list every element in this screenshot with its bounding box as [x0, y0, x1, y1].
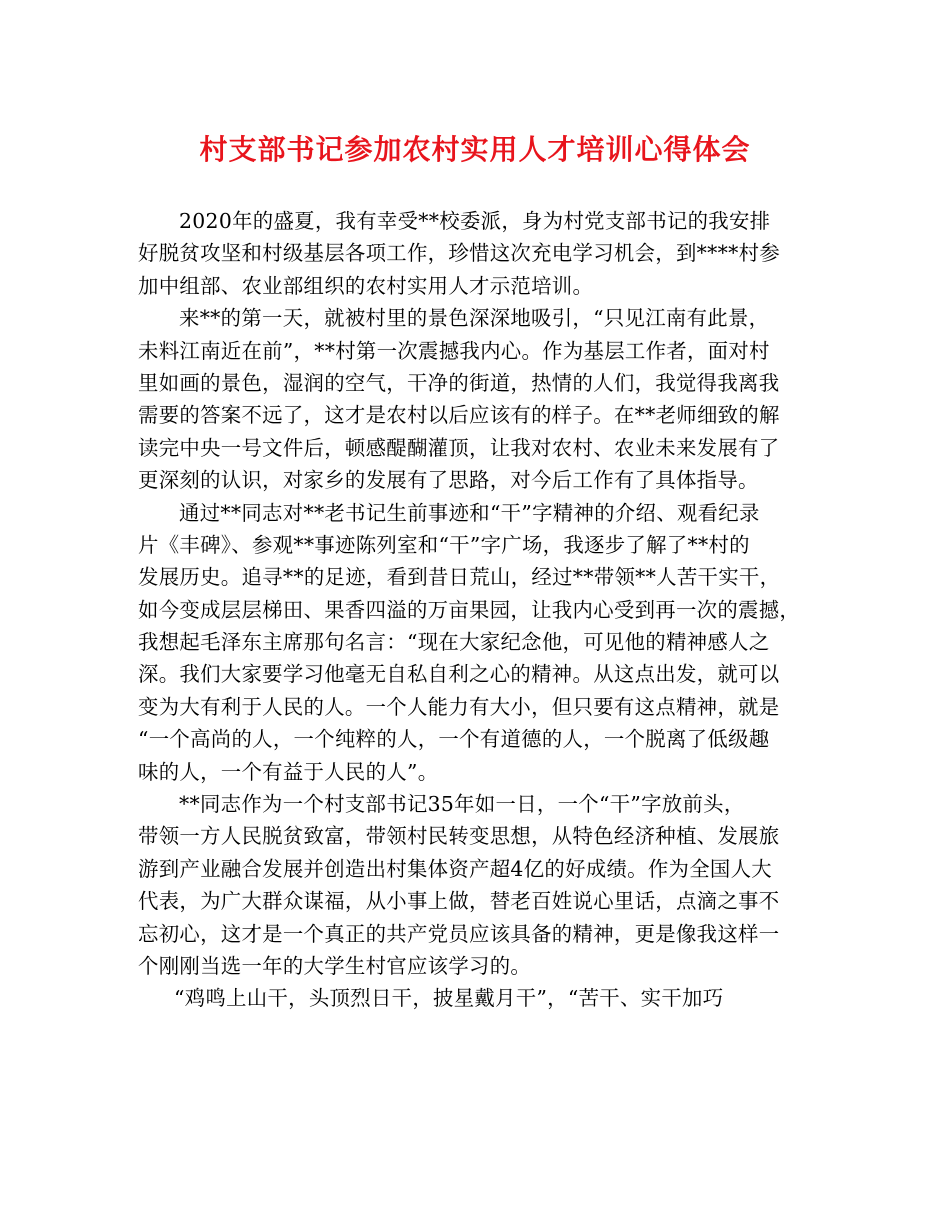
document-title: 村支部书记参加农村实用人才培训心得体会 [199, 133, 751, 166]
paragraph-line: 片《丰碑》、参观**事迹陈列室和“干”字广场，我逐步了解了**村的 [138, 532, 750, 557]
paragraph-line: “一个高尚的人，一个纯粹的人，一个有道德的人，一个脱离了低级趣 [138, 727, 770, 752]
paragraph-line: 变为大有利于人民的人。一个人能力有大小，但只要有这点精神，就是 [138, 694, 780, 719]
paragraph-line: 味的人，一个有益于人民的人”。 [138, 759, 439, 784]
paragraph-line: 加中组部、农业部组织的农村实用人才示范培训。 [138, 273, 594, 298]
paragraph-line: 代表，为广大群众谋福，从小事上做，替老百姓说心里话，点滴之事不 [138, 889, 780, 914]
paragraph-line: 忘初心，这才是一个真正的共产党员应该具备的精神，更是像我这样一 [138, 921, 780, 946]
paragraph-5 [138, 982, 814, 1014]
document-body [138, 205, 814, 1015]
paragraph-3 [138, 497, 814, 789]
paragraph-2 [138, 302, 814, 496]
paragraph-line: “鸡鸣上山干，头顶烈日干，披星戴月干”，“苦干、实干加巧 [174, 986, 724, 1011]
paragraph-line: 更深刻的认识，对家乡的发展有了思路，对今后工作有了具体指导。 [138, 468, 759, 493]
paragraph-line: 发展历史。追寻**的足迹，看到昔日荒山，经过**带领**人苦干实干， [138, 565, 781, 590]
paragraph-line: **同志作为一个村支部书记35年如一日，一个“干”字放前头， [179, 792, 745, 817]
paragraph-line: 好脱贫攻坚和村级基层各项工作，珍惜这次充电学习机会，到****村参 [138, 241, 781, 266]
paragraph-line: 来**的第一天，就被村里的景色深深地吸引，“只见江南有此景， [179, 306, 770, 331]
paragraph-line: 2020年的盛夏，我有幸受**校委派，身为村党支部书记的我安排 [179, 209, 771, 233]
paragraph-line: 带领一方人民脱贫致富，带领村民转变思想，从特色经济种植、发展旅 [138, 824, 780, 849]
paragraph-4 [138, 788, 814, 982]
paragraph-line: 我想起毛泽东主席那句名言：“现在大家纪念他，可见他的精神感人之 [138, 630, 770, 655]
paragraph-line: 通过**同志对**老书记生前事迹和“干”字精神的介绍、观看纪录 [179, 500, 760, 525]
paragraph-line: 需要的答案不远了，这才是农村以后应该有的样子。在**老师细致的解 [138, 403, 780, 428]
paragraph-line: 读完中央一号文件后，顿感醍醐灌顶，让我对农村、农业未来发展有了 [138, 435, 780, 460]
paragraph-1 [138, 205, 814, 302]
paragraph-line: 如今变成层层梯田、果香四溢的万亩果园，让我内心受到再一次的震撼， [138, 597, 801, 622]
paragraph-line: 里如画的景色，湿润的空气，干净的街道，热情的人们，我觉得我离我 [138, 370, 780, 395]
paragraph-line: 游到产业融合发展并创造出村集体资产超4亿的好成绩。作为全国人大 [138, 856, 772, 881]
paragraph-line: 深。我们大家要学习他毫无自私自利之心的精神。从这点出发，就可以 [138, 662, 780, 687]
paragraph-line: 未料江南近在前”，**村第一次震撼我内心。作为基层工作者，面对村 [138, 338, 770, 363]
paragraph-line: 个刚刚当选一年的大学生村官应该学习的。 [138, 953, 532, 978]
